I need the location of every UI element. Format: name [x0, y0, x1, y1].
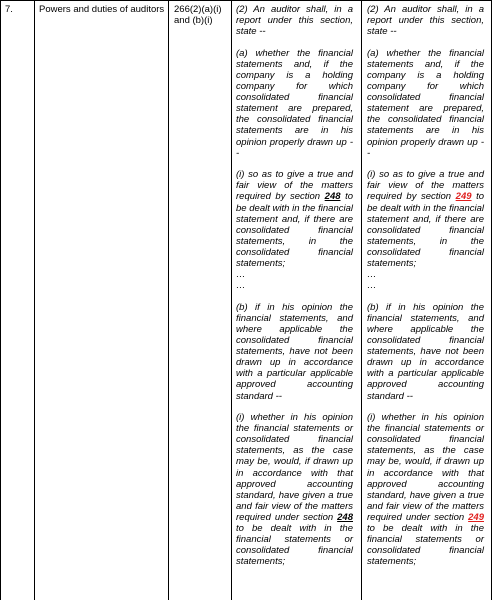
table-top-border: [0, 0, 492, 1]
new-p5-text-before: (i) whether in his opinion the financial statements or consolidated financial statements, as the case may be, would, if drawn up in accordance with that approved accounting standard, have given a true and fair view of the matters required under section: [367, 412, 484, 523]
column-divider-1: [34, 0, 35, 600]
column-divider-3: [231, 0, 232, 600]
old-p5-text-after: to be dealt with in the financial statements or consolidated financial statements;: [236, 523, 353, 568]
old-p3-text-after: to be dealt with in the financial statement and, if there are consolidated financial statements, in the consolidated financial statements;: [236, 191, 353, 269]
old-paragraph-2a-i: [236, 169, 353, 269]
old-section-ref-1: 248: [324, 191, 341, 203]
new-p3-text-after: to be dealt with in the financial statement and, if there are consolidated financial statements, in the consolidated financial statements;: [367, 191, 484, 269]
new-p5-text-after: to be dealt with in the financial statements or consolidated financial statements;: [367, 523, 484, 568]
row-title: Powers and duties of auditors: [39, 4, 165, 15]
new-section-ref-1: 249: [455, 191, 472, 203]
old-paragraph-2a: (a) whether the financial statements and, if the company is a holding company for which consolidated financial statement are prepared, the consolidated financial statements are in his opinion properly drawn up --: [236, 47, 353, 159]
column-divider-4: [361, 0, 362, 600]
old-ellipsis-2: …: [236, 280, 246, 292]
new-p3-text-before: (i) so as to give a true and fair view of the matters required by section: [367, 169, 484, 203]
old-paragraph-2b: (b) if in his opinion the financial statements, and where applicable the consolidated financial statements, have not been drawn up in accordance with a particular applicable approved accounting standard --: [236, 301, 353, 402]
new-ellipsis-1: …: [367, 269, 377, 281]
new-paragraph-2a: (a) whether the financial statements and, if the company is a holding company for which consolidated financial statement are prepared, the consolidated financial statements are in his opinion properly drawn up --: [367, 47, 484, 159]
existing-provision-column: [236, 4, 353, 578]
old-p5-text-before: (i) whether in his opinion the financial statements or consolidated financial statements, as the case may be, would, if drawn up in accordance with that approved accounting standard, have given a true and fair view of the matters required under section: [236, 412, 353, 523]
old-paragraph-2b-i: [236, 412, 353, 567]
old-section-ref-2: 248: [337, 511, 353, 523]
new-paragraph-2: (2) An auditor shall, in a report under this section, state --: [367, 4, 484, 38]
amended-provision-column: [367, 4, 484, 578]
row-section-reference: 266(2)(a)(i) and (b)(i): [174, 4, 222, 26]
new-paragraph-2b: (b) if in his opinion the financial statements, and where applicable the consolidated financial statements, have not been drawn up in accordance with a particular applicable approved accounting standard --: [367, 301, 484, 402]
row-number: 7.: [5, 4, 13, 15]
new-paragraph-2a-i: [367, 169, 484, 269]
new-section-ref-2: 249: [468, 511, 484, 523]
column-divider-2: [168, 0, 169, 600]
new-paragraph-2b-i: [367, 412, 484, 567]
old-p3-text-before: (i) so as to give a true and fair view of the matters required by section: [236, 169, 353, 203]
new-ellipsis-2: …: [367, 280, 377, 292]
column-divider-left: [0, 0, 1, 600]
old-ellipsis-1: …: [236, 269, 246, 281]
old-paragraph-2: (2) An auditor shall, in a report under this section, state --: [236, 4, 353, 38]
